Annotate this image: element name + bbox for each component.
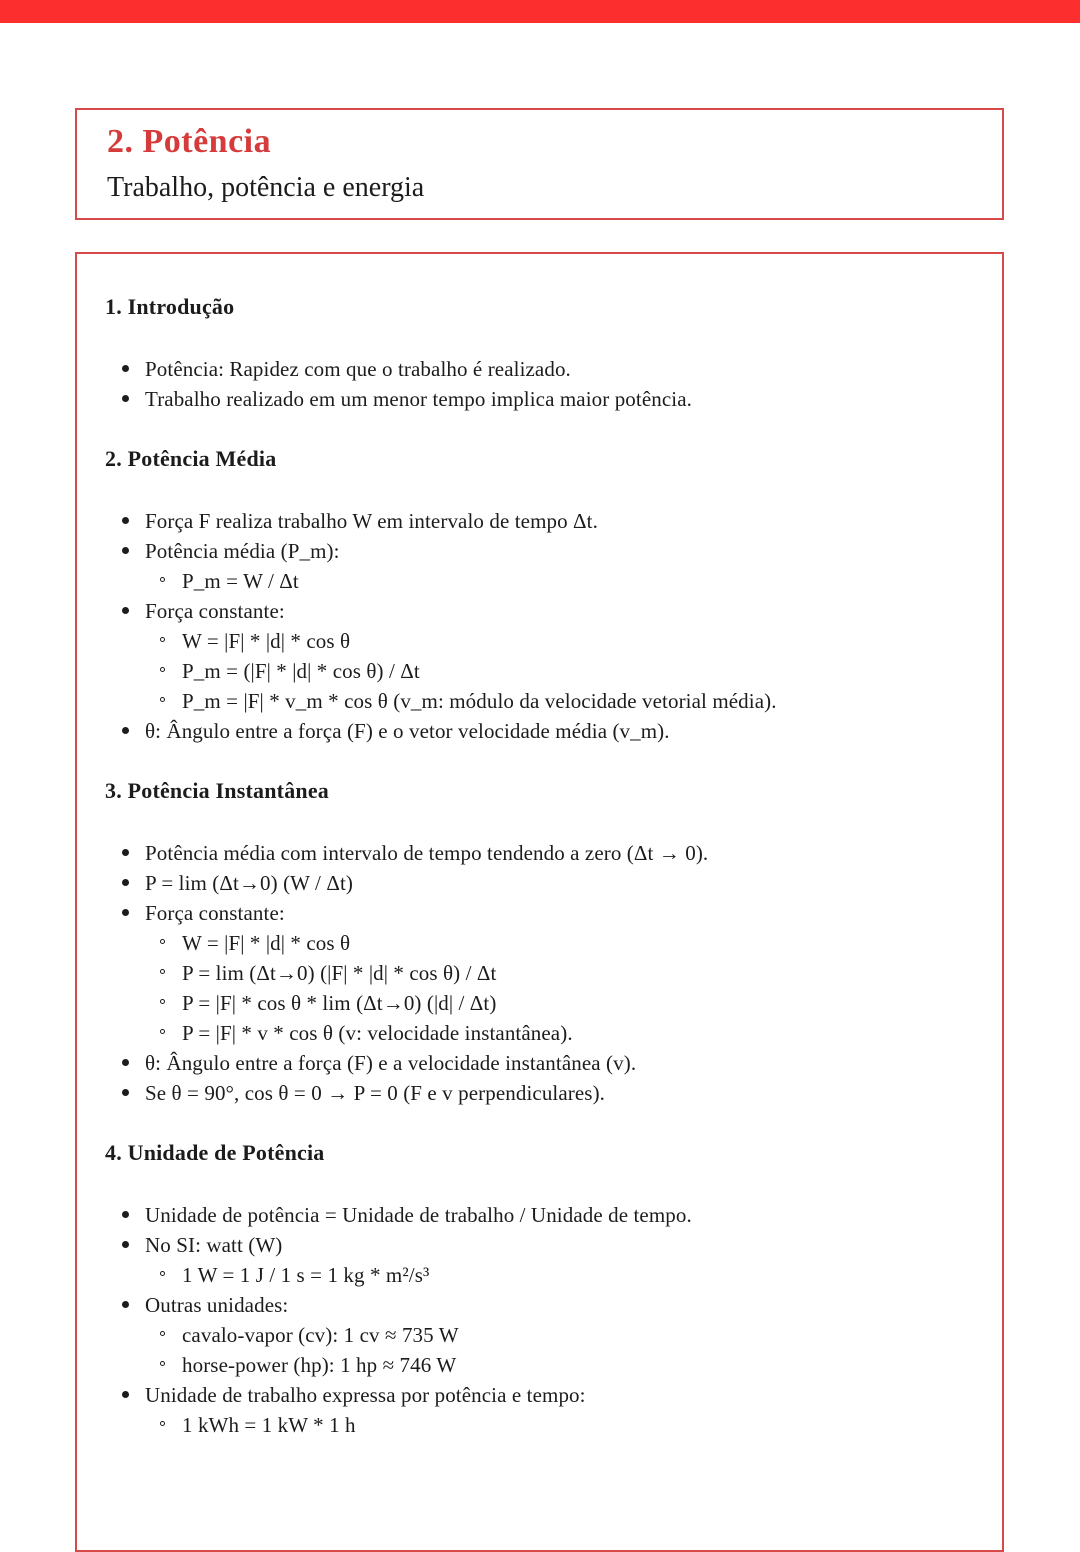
bullet-circle-icon bbox=[160, 1029, 165, 1034]
bullet-disc-icon bbox=[122, 365, 129, 372]
list-item-text: P_m = |F| * v_m * cos θ (v_m: módulo da velocidade vetorial média). bbox=[182, 689, 777, 713]
list-item-text: Força constante: bbox=[145, 599, 285, 623]
list-item bbox=[105, 898, 972, 928]
list-item-text: Se θ = 90°, cos θ = 0 → P = 0 (F e v perpendiculares). bbox=[145, 1081, 606, 1105]
bullet-list bbox=[105, 506, 972, 746]
list-item bbox=[105, 1350, 972, 1380]
list-item-text: P = lim (Δt→0) (|F| * |d| * cos θ) / Δt bbox=[182, 961, 497, 985]
bullet-circle-icon bbox=[160, 637, 165, 642]
list-item bbox=[105, 506, 972, 536]
bullet-disc-icon bbox=[122, 1301, 129, 1308]
list-item bbox=[105, 626, 972, 656]
bullet-disc-icon bbox=[122, 849, 129, 856]
list-item-text: W = |F| * |d| * cos θ bbox=[182, 629, 351, 653]
list-item bbox=[105, 988, 972, 1018]
bullet-disc-icon bbox=[122, 1059, 129, 1066]
top-accent-bar bbox=[0, 0, 1080, 23]
page-subtitle: Trabalho, potência e energia bbox=[107, 171, 425, 203]
section-heading: 3. Potência Instantânea bbox=[105, 778, 329, 803]
bullet-circle-icon bbox=[160, 577, 165, 582]
bullet-circle-icon bbox=[160, 939, 165, 944]
list-item bbox=[105, 686, 972, 716]
list-item-text: θ: Ângulo entre a força (F) e a velocidade instantânea (v). bbox=[145, 1051, 637, 1075]
bullet-list bbox=[105, 1200, 972, 1440]
list-item bbox=[105, 536, 972, 566]
bullet-disc-icon bbox=[122, 1391, 129, 1398]
bullet-circle-icon bbox=[160, 1361, 165, 1366]
list-item-text: horse-power (hp): 1 hp ≈ 746 W bbox=[182, 1353, 457, 1377]
bullet-list bbox=[105, 354, 972, 414]
section-heading: 1. Introdução bbox=[105, 294, 235, 319]
bullet-disc-icon bbox=[122, 547, 129, 554]
title-card bbox=[75, 108, 1004, 220]
list-item-text: Força constante: bbox=[145, 901, 285, 925]
list-item bbox=[105, 958, 972, 988]
list-item-text: θ: Ângulo entre a força (F) e o vetor velocidade média (v_m). bbox=[145, 719, 670, 743]
list-item bbox=[105, 1078, 972, 1108]
list-item-text: P = |F| * cos θ * lim (Δt→0) (|d| / Δt) bbox=[182, 991, 497, 1015]
notes-card bbox=[75, 252, 1004, 1552]
list-item bbox=[105, 1260, 972, 1290]
list-item bbox=[105, 1018, 972, 1048]
list-item-text: 1 W = 1 J / 1 s = 1 kg * m²/s³ bbox=[182, 1263, 430, 1287]
bullet-circle-icon bbox=[160, 667, 165, 672]
list-item-text: 1 kWh = 1 kW * 1 h bbox=[182, 1413, 356, 1437]
list-item-text: Força F realiza trabalho W em intervalo de tempo Δt. bbox=[145, 509, 598, 533]
list-item bbox=[105, 1320, 972, 1350]
list-item-text: Potência média (P_m): bbox=[145, 539, 340, 563]
list-item-text: Unidade de potência = Unidade de trabalho / Unidade de tempo. bbox=[145, 1203, 692, 1227]
bullet-disc-icon bbox=[122, 607, 129, 614]
list-item bbox=[105, 1380, 972, 1410]
list-item-text: P_m = (|F| * |d| * cos θ) / Δt bbox=[182, 659, 420, 683]
bullet-disc-icon bbox=[122, 1241, 129, 1248]
bullet-circle-icon bbox=[160, 999, 165, 1004]
section-heading: 4. Unidade de Potência bbox=[105, 1140, 325, 1165]
list-item bbox=[105, 596, 972, 626]
list-item-text: P = lim (Δt→0) (W / Δt) bbox=[145, 871, 353, 895]
bullet-disc-icon bbox=[122, 727, 129, 734]
list-item bbox=[105, 384, 972, 414]
list-item-text: No SI: watt (W) bbox=[145, 1233, 283, 1257]
section-heading: 2. Potência Média bbox=[105, 446, 277, 471]
bullet-list bbox=[105, 838, 972, 1108]
list-item bbox=[105, 928, 972, 958]
bullet-disc-icon bbox=[122, 1211, 129, 1218]
bullet-circle-icon bbox=[160, 1421, 165, 1426]
bullet-circle-icon bbox=[160, 969, 165, 974]
bullet-disc-icon bbox=[122, 909, 129, 916]
bullet-disc-icon bbox=[122, 395, 129, 402]
bullet-disc-icon bbox=[122, 517, 129, 524]
list-item bbox=[105, 1410, 972, 1440]
bullet-circle-icon bbox=[160, 1331, 165, 1336]
list-item bbox=[105, 1048, 972, 1078]
list-item-text: P_m = W / Δt bbox=[182, 569, 299, 593]
bullet-circle-icon bbox=[160, 1271, 165, 1276]
list-item bbox=[105, 1290, 972, 1320]
list-item bbox=[105, 354, 972, 384]
page-title: 2. Potência bbox=[107, 123, 272, 160]
list-item-text: Trabalho realizado em um menor tempo implica maior potência. bbox=[145, 387, 692, 411]
list-item-text: Unidade de trabalho expressa por potência e tempo: bbox=[145, 1383, 586, 1407]
list-item bbox=[105, 1200, 972, 1230]
bullet-disc-icon bbox=[122, 1089, 129, 1096]
list-item-text: P = |F| * v * cos θ (v: velocidade instantânea). bbox=[182, 1021, 573, 1045]
list-item bbox=[105, 868, 972, 898]
bullet-disc-icon bbox=[122, 879, 129, 886]
list-item bbox=[105, 566, 972, 596]
list-item-text: Potência: Rapidez com que o trabalho é realizado. bbox=[145, 357, 571, 381]
list-item bbox=[105, 1230, 972, 1260]
list-item-text: Potência média com intervalo de tempo tendendo a zero (Δt → 0). bbox=[145, 841, 709, 865]
list-item-text: cavalo-vapor (cv): 1 cv ≈ 735 W bbox=[182, 1323, 459, 1347]
list-item bbox=[105, 716, 972, 746]
bullet-circle-icon bbox=[160, 697, 165, 702]
list-item-text: Outras unidades: bbox=[145, 1293, 289, 1317]
list-item-text: W = |F| * |d| * cos θ bbox=[182, 931, 351, 955]
list-item bbox=[105, 838, 972, 868]
list-item bbox=[105, 656, 972, 686]
